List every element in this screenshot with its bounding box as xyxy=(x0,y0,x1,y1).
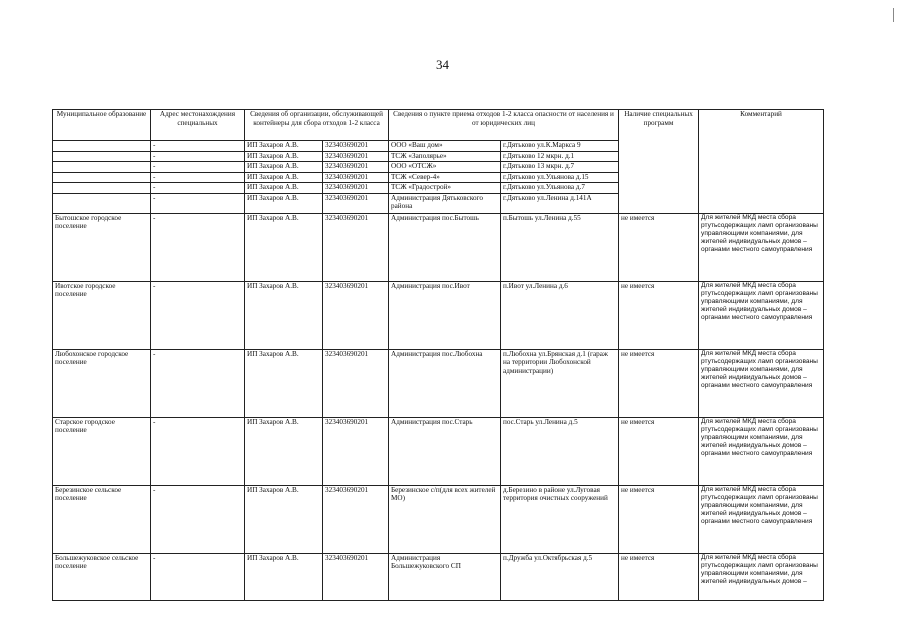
point-cell: Администрация пос.Бытошь xyxy=(389,213,501,281)
point-cell: Администрация Большежуковского СП xyxy=(389,553,501,600)
point-cell: Администрация пос.Старь xyxy=(389,417,501,485)
organization-cell: ИП Захаров А.В. xyxy=(245,417,323,485)
comment-cell: Для жителей МКД места сбора ртутьсодержащих ламп организованы управляющими компаниями, для жителей индивидуальных домов – органами местного самоуправления xyxy=(699,417,824,485)
code-cell: 323403690201 xyxy=(323,213,389,281)
code-cell: 323403690201 xyxy=(323,417,389,485)
programs-cell: не имеется xyxy=(619,281,699,349)
page-edge-mark xyxy=(893,8,894,22)
comment-cell: Для жителей МКД места сбора ртутьсодержащих ламп организованы управляющими компаниями, для жителей индивидуальных домов – xyxy=(699,553,824,600)
point-address-cell: п.Бытошь ул.Ленина д.55 xyxy=(501,213,619,281)
point-cell: Березинское с/п(для всех жителей МО) xyxy=(389,485,501,553)
organization-cell: ИП Захаров А.В. xyxy=(245,183,323,194)
header-collection-point: Сведения о пункте приема отходов 1-2 класса опасности от населения и от юридических лиц xyxy=(389,110,619,141)
address-cell: - xyxy=(151,281,245,349)
programs-cell: не имеется xyxy=(619,213,699,281)
table-row xyxy=(53,213,824,281)
header-address: Адрес местонахождения специальных xyxy=(151,110,245,141)
address-cell: - xyxy=(151,213,245,281)
code-cell: 323403690201 xyxy=(323,141,389,152)
address-cell: - xyxy=(151,183,245,194)
header-programs: Наличие специальных программ xyxy=(619,110,699,214)
organization-cell: ИП Захаров А.В. xyxy=(245,213,323,281)
point-address-cell: п.Ивот ул.Ленина д.6 xyxy=(501,281,619,349)
organization-cell: ИП Захаров А.В. xyxy=(245,151,323,162)
point-address-cell: г.Дятьково ул.Ульянова д.7 xyxy=(501,183,619,194)
code-cell: 323403690201 xyxy=(323,349,389,417)
point-address-cell: пос.Старь ул.Ленина д.5 xyxy=(501,417,619,485)
organization-cell: ИП Захаров А.В. xyxy=(245,162,323,173)
table-row xyxy=(53,417,824,485)
table-row xyxy=(53,349,824,417)
header-comment: Комментарий xyxy=(699,110,824,214)
organization-cell: ИП Захаров А.В. xyxy=(245,485,323,553)
code-cell: 323403690201 xyxy=(323,553,389,600)
code-cell: 323403690201 xyxy=(323,183,389,194)
municipality-cell: Любохонское городское поселение xyxy=(53,349,151,417)
point-cell: ООО «Ваш дом» xyxy=(389,141,501,152)
table-row xyxy=(53,485,824,553)
code-cell: 323403690201 xyxy=(323,485,389,553)
municipality-cell: Бытошское городское поселение xyxy=(53,213,151,281)
point-address-cell: п.Дружба ул.Октябрьская д.5 xyxy=(501,553,619,600)
address-cell: - xyxy=(151,193,245,213)
code-cell: 323403690201 xyxy=(323,281,389,349)
municipality-cell xyxy=(53,151,151,162)
address-cell: - xyxy=(151,417,245,485)
code-cell: 323403690201 xyxy=(323,193,389,213)
organization-cell: ИП Захаров А.В. xyxy=(245,349,323,417)
organization-cell: ИП Захаров А.В. xyxy=(245,141,323,152)
address-cell: - xyxy=(151,485,245,553)
code-cell: 323403690201 xyxy=(323,172,389,183)
point-address-cell: г.Дятьково ул.Ленина д.141А xyxy=(501,193,619,213)
municipality-cell xyxy=(53,162,151,173)
point-cell: ТСЖ «Заполярье» xyxy=(389,151,501,162)
header-row xyxy=(53,110,824,141)
organization-cell: ИП Захаров А.В. xyxy=(245,553,323,600)
address-cell: - xyxy=(151,162,245,173)
comment-cell: Для жителей МКД места сбора ртутьсодержащих ламп организованы управляющими компаниями, для жителей индивидуальных домов – органами местного самоуправления xyxy=(699,213,824,281)
table-row xyxy=(53,281,824,349)
point-cell: ООО «ОТСЖ» xyxy=(389,162,501,173)
waste-collection-table xyxy=(52,109,824,601)
code-cell: 323403690201 xyxy=(323,162,389,173)
address-cell: - xyxy=(151,349,245,417)
municipality-cell xyxy=(53,141,151,152)
point-address-cell: г.Дятьково 12 мкрн. д.1 xyxy=(501,151,619,162)
address-cell: - xyxy=(151,141,245,152)
municipality-cell: Ивотское городское поселение xyxy=(53,281,151,349)
page-number: 34 xyxy=(436,57,449,72)
comment-cell: Для жителей МКД места сбора ртутьсодержащих ламп организованы управляющими компаниями, для жителей индивидуальных домов – органами местного самоуправления xyxy=(699,349,824,417)
comment-cell: Для жителей МКД места сбора ртутьсодержащих ламп организованы управляющими компаниями, для жителей индивидуальных домов – органами местного самоуправления xyxy=(699,281,824,349)
municipality-cell: Большежуковское сельское поселение xyxy=(53,553,151,600)
address-cell: - xyxy=(151,553,245,600)
code-cell: 323403690201 xyxy=(323,151,389,162)
municipality-cell xyxy=(53,172,151,183)
municipality-cell: Старское городское поселение xyxy=(53,417,151,485)
header-organization: Сведения об организации, обслуживающей контейнеры для сбора отходов 1-2 класса xyxy=(245,110,389,141)
address-cell: - xyxy=(151,172,245,183)
point-cell: ТСЖ «Градострой» xyxy=(389,183,501,194)
point-address-cell: п.Любохна ул.Брянская д.1 (гараж на территории Любохонской администрации) xyxy=(501,349,619,417)
point-cell: Администрация пос.Любохна xyxy=(389,349,501,417)
address-cell: - xyxy=(151,151,245,162)
municipality-cell xyxy=(53,183,151,194)
organization-cell: ИП Захаров А.В. xyxy=(245,193,323,213)
point-cell: Администрация Дятьковского района xyxy=(389,193,501,213)
municipality-cell xyxy=(53,193,151,213)
table-row xyxy=(53,553,824,600)
point-address-cell: г.Дятьково ул.Ульянова д.15 xyxy=(501,172,619,183)
header-municipality: Муниципальное образование xyxy=(53,110,151,141)
point-cell: ТСЖ «Север-4» xyxy=(389,172,501,183)
programs-cell: не имеется xyxy=(619,553,699,600)
municipality-cell: Березинское сельское поселение xyxy=(53,485,151,553)
programs-cell: не имеется xyxy=(619,417,699,485)
organization-cell: ИП Захаров А.В. xyxy=(245,281,323,349)
comment-cell: Для жителей МКД места сбора ртутьсодержащих ламп организованы управляющими компаниями, для жителей индивидуальных домов – органами местного самоуправления xyxy=(699,485,824,553)
programs-cell: не имеется xyxy=(619,349,699,417)
point-address-cell: д.Березино в районе ул.Луговая территория очистных сооружений xyxy=(501,485,619,553)
point-address-cell: г.Дятьково ул.К.Маркса 9 xyxy=(501,141,619,152)
point-address-cell: г.Дятьково 13 мкрн. д.7 xyxy=(501,162,619,173)
programs-cell: не имеется xyxy=(619,485,699,553)
organization-cell: ИП Захаров А.В. xyxy=(245,172,323,183)
point-cell: Администрация пос.Ивот xyxy=(389,281,501,349)
